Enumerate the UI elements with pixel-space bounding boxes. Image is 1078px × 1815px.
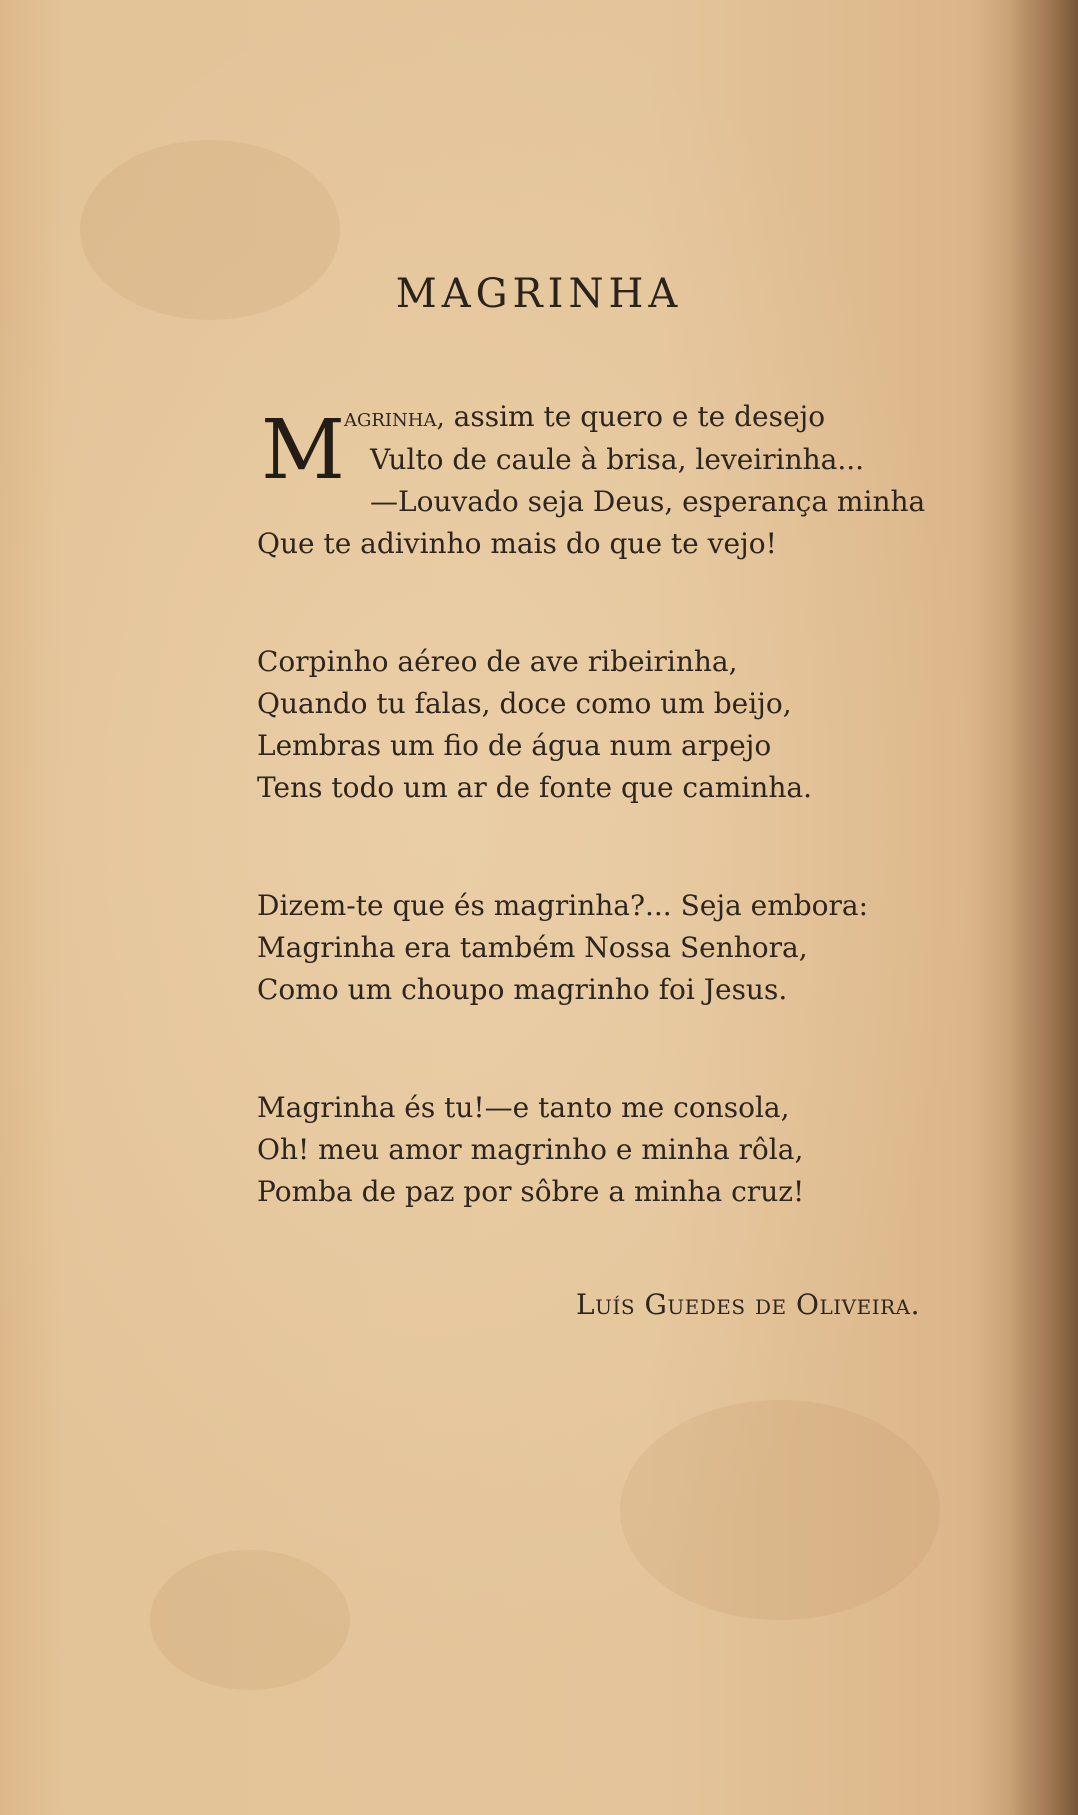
poem-line: Que te adivinho mais do que te vejo! [257,527,777,560]
poem-line: Tens todo um ar de fonte que caminha. [257,771,812,804]
poem-line: Vulto de caule à brisa, leveirinha... [370,443,865,476]
stanza-2 [257,641,977,809]
poem-line: Como um choupo magrinho foi Jesus. [257,973,788,1006]
poem-line: Quando tu falas, doce como um beijo, [257,687,792,720]
poem-line-rest: assim te quero e te desejo [444,400,826,433]
paper-stain [620,1400,940,1620]
poem-line: —Louvado seja Deus, esperança minha [370,485,926,518]
poem-body [257,396,977,1289]
poem-line: Dizem-te que és magrinha?... Seja embora: [257,889,869,922]
poem-line: Corpinho aéreo de ave ribeirinha, [257,645,738,678]
poem-line: Magrinha era também Nossa Senhora, [257,931,808,964]
poem-line: Pomba de paz por sôbre a minha cruz! [257,1175,805,1208]
poem-line: Oh! meu amor magrinho e minha rôla, [257,1133,804,1166]
stanza-3 [257,885,977,1011]
poem-line-smallcaps: agrinha, [344,403,445,433]
poem-title: MAGRINHA [395,270,683,317]
paper-stain [150,1550,350,1690]
stanza-1 [257,396,977,565]
drop-cap: M [261,403,345,498]
author-signature: Luís Guedes de Oliveira. [576,1288,921,1321]
stanza-4 [257,1087,977,1213]
poem-line: Lembras um fio de água num arpejo [257,729,772,762]
poem-line: Magrinha és tu!—e tanto me consola, [257,1091,790,1124]
poem-line [257,396,977,439]
